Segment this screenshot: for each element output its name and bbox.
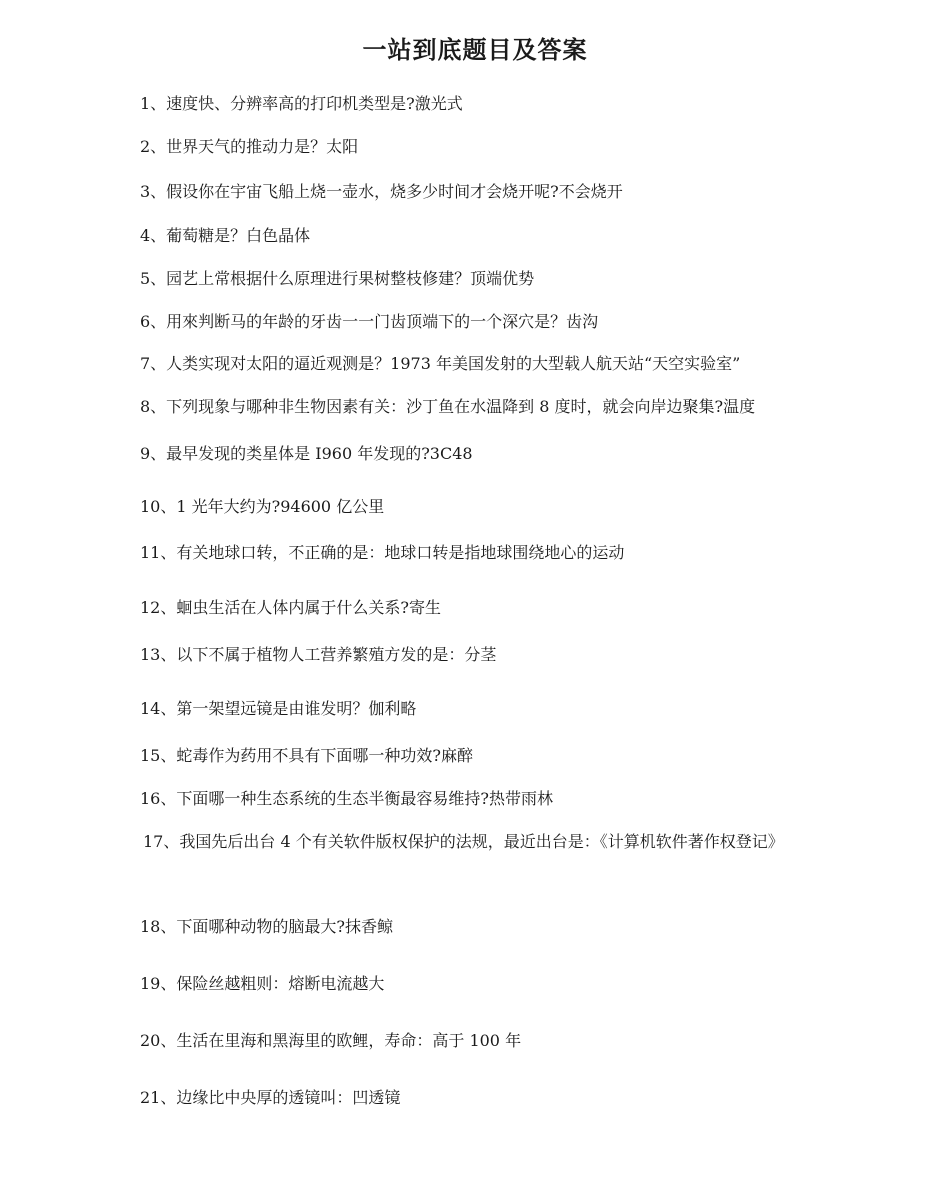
question-item: 6、用來判断马的年龄的牙齿一一门齿顶端下的一个深穴是？齿沟 — [140, 312, 599, 331]
question-item: 11、有关地球口转，不正确的是：地球口转是指地球围绕地心的运动 — [140, 543, 625, 562]
question-item: 14、第一架望远镜是由谁发明？伽利略 — [140, 699, 417, 718]
question-item: 4、葡萄糖是？白色晶体 — [140, 226, 311, 245]
question-item: 12、蛔虫生活在人体内属于什么关系?寄生 — [140, 598, 441, 617]
question-item: 3、假设你在宇宙飞船上烧一壶水，烧多少时间才会烧开呢?不会烧开 — [140, 182, 623, 201]
question-item: 21、边缘比中央厚的透镜叫：凹透镜 — [140, 1088, 401, 1107]
question-item: 5、园艺上常根据什么原理进行果树整枝修建？顶端优势 — [140, 269, 535, 288]
question-item: 20、生活在里海和黑海里的欧鲤，寿命：高于 100 年 — [140, 1031, 522, 1050]
question-item: 8、下列现象与哪种非生物因素有关：沙丁鱼在水温降到 8 度时，就会向岸边聚集?温度 — [140, 397, 756, 416]
question-item: 13、以下不属于植物人工营养繁殖方发的是：分茎 — [140, 645, 497, 664]
question-item: 10、1 光年大约为?94600 亿公里 — [140, 497, 385, 516]
question-item: 19、保险丝越粗则：熔断电流越大 — [140, 974, 385, 993]
question-item: 7、人类实现对太阳的逼近观测是？1973 年美国发射的大型载人航天站“天空实验室” — [140, 354, 741, 373]
question-item: 16、下面哪一种生态系统的生态半衡最容易维持?热带雨林 — [140, 789, 553, 808]
question-item: 17、我国先后出台 4 个有关软件版权保护的法规，最近出台是：《计算机软件著作权登记》 — [143, 832, 784, 851]
question-item: 15、蛇毒作为药用不具有下面哪一种功效?麻醉 — [140, 746, 473, 765]
question-item: 1、速度快、分辨率高的打印机类型是?激光式 — [140, 94, 463, 113]
question-item: 2、世界天气的推动力是？太阳 — [140, 137, 359, 156]
question-item: 18、下面哪种动物的脑最大?抹香鲸 — [140, 917, 393, 936]
question-item: 9、最早发现的类星体是 I960 年发现的?3C48 — [140, 444, 473, 463]
document-title: 一站到底题目及答案 — [362, 36, 588, 64]
